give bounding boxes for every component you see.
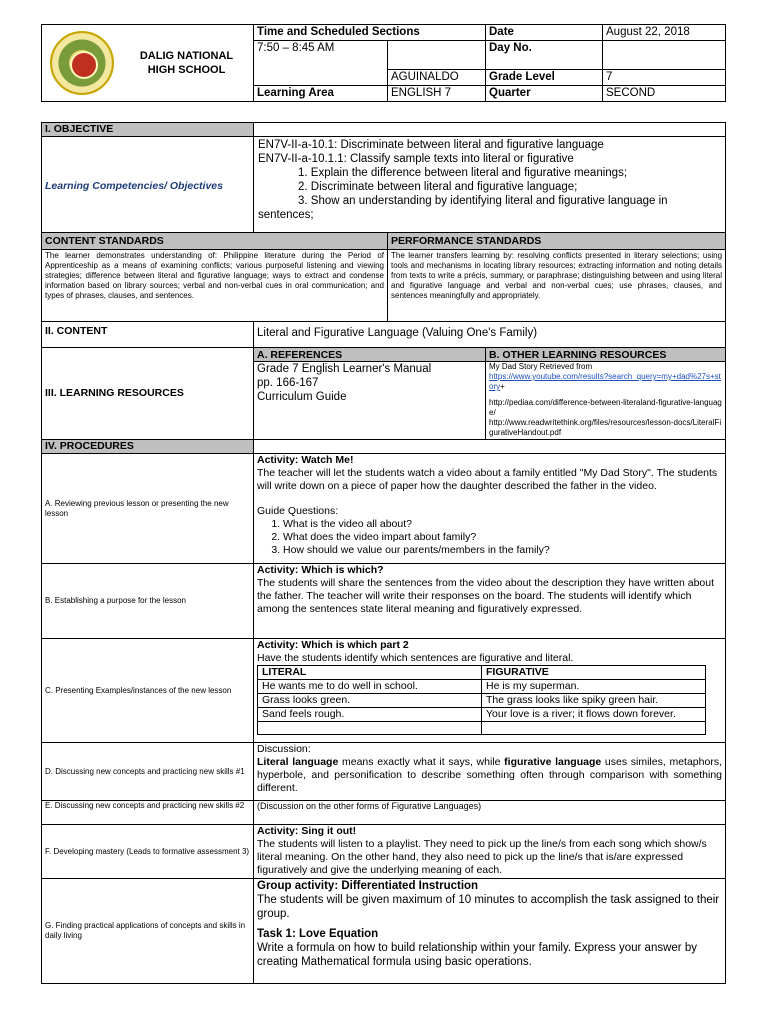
procedure-g-label: G. Finding practical applications of concepts and skills in daily living [42,879,254,984]
table-row [258,708,706,722]
procedure-f-activity: Activity: Sing it out! [257,825,357,837]
references-content [254,362,486,440]
quarter-label: Quarter [486,86,603,102]
school-name-line1: DALIG NATIONAL [139,50,234,62]
school-cell [42,25,254,102]
procedure-d-discussion: Discussion: [257,743,311,755]
figurative-cell: Your love is a river; it flows down forever. [482,708,706,722]
time-label: Time and Scheduled Sections [254,25,486,41]
performance-standards-text: The learner transfers learning by: resolving conflicts presented in literary selections; using tools and mechanisms in locating library resources; extracting information and noting details from texts to write a précis, summary, or paraphrase; distinguishing between and using literal and figurative language and verbal and non-verbal cues; use phrases, clauses, and sentences meaningfully and appropriately. [388,250,726,322]
other-resources-content [486,362,726,440]
procedure-f-label: F. Developing mastery (Leads to formative assessment 3) [42,825,254,879]
date-label: Date [486,25,603,41]
procedure-b-content [254,564,726,639]
time-value: 7:50 – 8:45 AM [254,41,388,86]
procedure-a-text: The teacher will let the students watch a video about a family entitled "My Dad Story". The students will write down on a piece of paper how the daughter described the father in the video. [257,467,718,492]
objective-item1: 1. Explain the difference between literal and figurative meanings; [298,167,628,179]
performance-standards-heading: PERFORMANCE STANDARDS [388,233,726,250]
other-resource-plus: + [500,382,505,391]
table-row [258,694,706,708]
procedure-c-text: Have the students identify which sentences are figurative and literal. [257,652,574,664]
grade-label: Grade Level [486,70,603,86]
procedure-c-label: C. Presenting Examples/instances of the new lesson [42,639,254,743]
content-standards-text: The learner demonstrates understanding of: Philippine literature during the Period of Apprenticeship as a means of examining conflicts; various purposeful listening and viewing strategies; difference between literal and figurative language; ways to extract and condense information based on library sources; verbal and non-verbal cues in oral communication; and types of phrases, clauses, and sentences. [42,250,388,322]
objective-line2: EN7V-II-a-10.1.1: Classify sample texts into literal or figurative [258,153,574,165]
school-seal-icon [50,31,114,95]
grade-value: 7 [603,70,726,86]
content-value: Literal and Figurative Language (Valuing One's Family) [254,322,726,348]
content-standards-heading: CONTENT STANDARDS [42,233,388,250]
procedure-f-text: The students will listen to a playlist. They need to pick up the line/s from each song which show/s literal meaning. On the other hand, they also need to pick up the line/s that is/are expressed figuratively and give the underlying meaning of each. [257,838,707,876]
reference-line3: Curriculum Guide [257,391,347,403]
objective-line1: EN7V-II-a-10.1: Discriminate between literal and figurative language [258,139,604,151]
objective-content [254,137,726,233]
literal-cell: Grass looks green. [258,694,482,708]
table-row [258,722,706,735]
references-heading: A. REFERENCES [254,348,486,362]
guide-question-3: 3. How should we value our parents/members in the family? [283,544,722,557]
area-value: ENGLISH 7 [388,86,486,102]
guide-question-2: 2. What does the video impart about family? [283,531,722,544]
procedure-d-text: Literal language means exactly what it says, while figurative language uses similes, metaphors, hyperbole, and personification to describe something often through comparison with something different. [257,756,723,794]
guide-question-1: 1. What is the video all about? [283,518,722,531]
procedure-b-label: B. Establishing a purpose for the lesson [42,564,254,639]
school-name-line2: HIGH SCHOOL [147,64,226,76]
procedure-a-guide: Guide Questions: [257,505,339,517]
readwritethink-url: http://www.readwritethink.org/files/resources/lesson-docs/LiteralFigurativeHandout.pdf [489,418,722,437]
reference-line1: Grade 7 English Learner's Manual [257,363,432,375]
figurative-cell [482,722,706,735]
figurative-cell: He is my superman. [482,680,706,694]
procedure-g-task: Task 1: Love Equation [257,928,379,940]
literal-cell: Sand feels rough. [258,708,482,722]
table-row [258,680,706,694]
objective-heading: I. OBJECTIVE [42,123,254,137]
lesson-plan-page [41,24,725,984]
procedure-g-activity: Group activity: Differentiated Instruction [257,880,479,892]
date-value: August 22, 2018 [603,25,726,41]
procedures-heading: IV. PROCEDURES [42,440,254,454]
reference-line2: pp. 166-167 [257,377,319,389]
figurative-cell: The grass looks like spiky green hair. [482,694,706,708]
objective-item3: 3. Show an understanding by identifying literal and figurative language in sentences; [258,195,668,221]
other-resource-line1: My Dad Story Retrieved from [489,362,593,371]
procedure-c-content [254,639,726,743]
procedure-g-text: The students will be given maximum of 10 minutes to accomplish the task assigned to their group. [257,894,720,920]
area-label: Learning Area [254,86,388,102]
objective-side-label: Learning Competencies/ Objectives [42,137,254,233]
pediaa-url: http://pediaa.com/difference-between-literaland-figurative-language/ [489,398,722,417]
other-resources-heading: B. OTHER LEARNING RESOURCES [486,348,726,362]
youtube-link[interactable]: https://www.youtube.com/results?search_query=my+dad%27s+story [489,372,721,391]
literal-figurative-table [257,665,706,735]
content-heading: II. CONTENT [42,322,254,348]
procedure-a-content [254,454,726,564]
procedure-g-content [254,879,726,984]
procedure-b-activity: Activity: Which is which? [257,564,384,576]
literal-column-header: LITERAL [258,666,482,680]
procedure-b-text: The students will share the sentences from the video about the description they have written about the father. The teacher will write their responses on the board. The students will identify which among the sentences state literal meaning and figuratively expressed. [257,577,715,615]
header-table [41,24,726,102]
procedure-a-activity: Activity: Watch Me! [257,454,354,466]
procedure-d-content [254,743,726,801]
figurative-column-header: FIGURATIVE [482,666,706,680]
objective-item2: 2. Discriminate between literal and figurative language; [298,181,578,193]
procedure-a-label: A. Reviewing previous lesson or presenting the new lesson [42,454,254,564]
literal-cell [258,722,482,735]
resources-heading: III. LEARNING RESOURCES [42,348,254,440]
day-label: Day No. [486,41,603,70]
procedure-f-content [254,825,726,879]
procedure-c-activity: Activity: Which is which part 2 [257,639,409,651]
main-table [41,122,726,984]
procedure-d-label: D. Discussing new concepts and practicing new skills #1 [42,743,254,801]
procedure-g-task-text: Write a formula on how to build relationship within your family. Express your answer by creating Mathematical formula using basic operations. [257,942,697,968]
procedure-e-label: E. Discussing new concepts and practicing new skills #2 [42,801,254,825]
section-value: AGUINALDO [388,70,486,86]
literal-cell: He wants me to do well in school. [258,680,482,694]
procedure-e-text: (Discussion on the other forms of Figurative Languages) [254,801,726,825]
quarter-value: SECOND [603,86,726,102]
